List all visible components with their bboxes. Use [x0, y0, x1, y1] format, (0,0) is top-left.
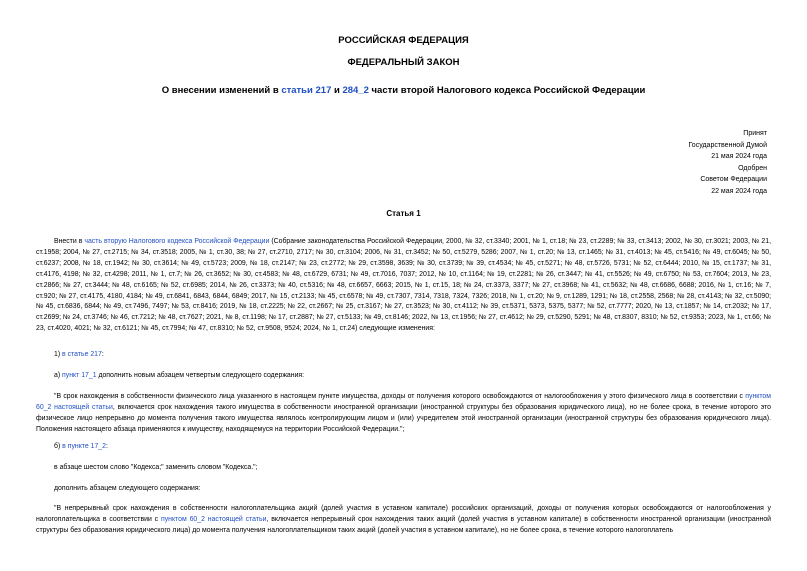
item-1-suffix: :	[101, 351, 104, 358]
article-intro	[36, 237, 771, 335]
item-b-line-1: в абзаце шестом слово "Кодекса;" заменить словом "Кодекса.";	[54, 464, 258, 471]
quote-2	[36, 504, 771, 560]
quote-2-part1: "В непрерывный срок нахождения в собственности налогоплательщика акций (долей участия в уставном капитале) российских организаций, доходы от получения которых освобождаются от налогообложения у налогоплательщика в соответствии с	[36, 505, 771, 523]
adoption-line: 21 мая 2024 года	[711, 153, 767, 160]
item-1	[36, 350, 771, 361]
item-a-text: дополнить новым абзацем четвертым следующего содержания:	[96, 372, 305, 379]
quote-1-part2: , включается срок нахождения такого имущества в собственности иностранной организации (иностранной структуры без образования юридического лица), но не более срока, в течение которого это физическое лицо непрерывно до момента получения такого имущества являлось контролирующим лицом и (или) учредителем этой иностранной организации (иностранной структуры без образования юридического лица). Положения настоящего абзаца применяются к имуществу, находящемуся на территории Российской Федерации.";	[36, 403, 771, 433]
quote-2-part2: , включается непрерывный срок нахождения таких акций (долей участия в уставном капитале) в собственности иностранной организации (иностранной структуры без образования юридического лица) до момента получения налогоплательщиком таких акций (долей участия в уставном капитале), но не более срока, в течение которого налогоплатель	[36, 515, 771, 534]
link-point-17-1[interactable]: пункт 17_1	[62, 372, 97, 379]
intro-prefix: Внести в	[54, 238, 85, 245]
quote-1-part1: "В срок нахождения в собственности физического лица указанного в настоящем пункте имущества, доходы от получения которого освобождаются от налогообложения у этого физического лица в соответствии с	[54, 393, 746, 400]
quote-1	[36, 392, 771, 436]
link-point-60-2[interactable]: пунктом 60_2 настоящей статьи	[36, 393, 771, 411]
item-1-prefix: 1)	[54, 351, 63, 358]
link-article-217-item[interactable]: в статье 217	[62, 351, 102, 358]
law-title	[0, 85, 807, 96]
item-b	[36, 442, 771, 453]
adoption-line: Государственной Думой	[688, 141, 767, 149]
article-title: Статья 1	[386, 209, 421, 218]
item-b-line-2: дополнить абзацем следующего содержания:	[54, 485, 201, 492]
adoption-line: Принят	[743, 130, 767, 137]
link-article-284-2[interactable]: 284_2	[342, 85, 369, 96]
item-b-prefix: б)	[54, 443, 63, 450]
law-title-and: и	[331, 85, 343, 96]
country-heading: РОССИЙСКАЯ ФЕДЕРАЦИЯ	[338, 35, 469, 46]
item-a	[36, 371, 771, 382]
adoption-line: Советом Федерации	[700, 176, 767, 183]
intro-text: (Собрание законодательства Российской Федерации, 2000, № 32, ст.3340; 2001, № 1, ст.18; № 23, ст.2289; № 33, ст.3413; 2002, № 30, ст.3021; 2003, № 21, ст.1958; 2004, № 27, ст.2715; № 34, ст.3518; 2005, № 1, ст.30, 38; № 27, ст.2710, 2717; № 30, ст.3104; 2006, № 31, ст.3452; № 50, ст.5279, 5286; 2007, № 1, ст.20; № 13, ст.1465; № 31, ст.4013; № 45, ст.5416; № 49, ст.6045; № 50, ст.6237; 2008, № 18, ст.1942; № 30, ст.3614; № 49, ст.5723; 2009, № 18, ст.2147; № 23, ст.2772; № 29, ст.3598, 3639; № 30, ст.3739; № 39, ст.4534; № 45, ст.5271; № 48, ст.5726, 5731; № 52, ст.6444; 2010, № 15, ст.1737; № 31, ст.4176, 4198; № 32, ст.4298; 2011, № 1, ст.7; № 26, ст.3652; № 30, ст.4583; № 48, ст.6729, 6731; № 49, ст.7016, 7037; 2012, № 10, ст.1164; № 19, ст.2281; № 26, ст.3447; № 41, ст.5526; № 49, ст.6750; № 53, ст.7604; 2013, № 23, ст.2866; № 27, ст.3444; № 48, ст.6165; № 52, ст.6985; 2014, № 26, ст.3373; № 40, ст.5316; № 48, ст.6657, 6663; 2015, № 1, ст.15, 18; № 24, ст.3373, 3377; № 27, ст.3968; № 41, ст.5632; № 48, ст.6686, 6688; 2016, № 1, ст.16; № 7, ст.920; № 27, ст.4175, 4180, 4184; № 49, ст.6841, 6843, 6844, 6849; 2017, № 15, ст.2133; № 45, ст.6578; № 49, ст.7307, 7314, 7318, 7324, 7326; 2018, № 1, ст.20; № 9, ст.1289, 1291; № 18, ст.2558, 2568; № 28, ст.4143; № 32, ст.5090; № 45, ст.6836, 6844; № 49, ст.7496, 7497; № 53, ст.8416; 2019, № 18, ст.2225; № 22, ст.2667; № 25, ст.3167; № 27, ст.3523; № 30, ст.4112; № 39, ст.5371, 5373, 5375, 5377; № 52, ст.7777; 2020, № 13, ст.1857; № 14, ст.2032; № 17, ст.2699; № 24, ст.3746; № 46, ст.7212; № 48, ст.7627; 2021, № 8, ст.1198; № 17, ст.2887; № 27, ст.5133; № 49, ст.8146; 2022, № 13, ст.1956; № 27, ст.4612; № 29, ст.5290, 5291; № 48, ст.8307, 8310; № 52, ст.9353; 2023, № 1, ст.66; № 23, ст.4020, 4021; № 32, ст.6121; № 45, ст.7994; № 47, ст.8310; № 52, ст.9508, 9524; 2024, № 1, ст.24) следующие изменения:	[36, 238, 771, 333]
link-tax-code-part-two[interactable]: часть вторую Налогового кодекса Российской Федерации	[84, 238, 270, 245]
link-point-60-2-second[interactable]: пунктом 60_2 настоящей статьи	[161, 515, 267, 523]
adoption-line: 22 мая 2024 года	[711, 187, 767, 195]
item-a-prefix: а)	[54, 372, 63, 379]
adoption-line: Одобрен	[738, 164, 767, 172]
law-title-suffix: части второй Налогового кодекса Российской Федерации	[368, 85, 646, 96]
item-b-suffix: :	[105, 443, 108, 450]
law-title-prefix: О внесении изменений в	[161, 85, 282, 96]
link-point-17-2[interactable]: в пункте 17_2	[62, 443, 106, 450]
law-type-heading: ФЕДЕРАЛЬНЫЙ ЗАКОН	[347, 57, 460, 68]
link-article-217[interactable]: статьи 217	[281, 85, 332, 96]
adoption-block	[688, 128, 767, 197]
